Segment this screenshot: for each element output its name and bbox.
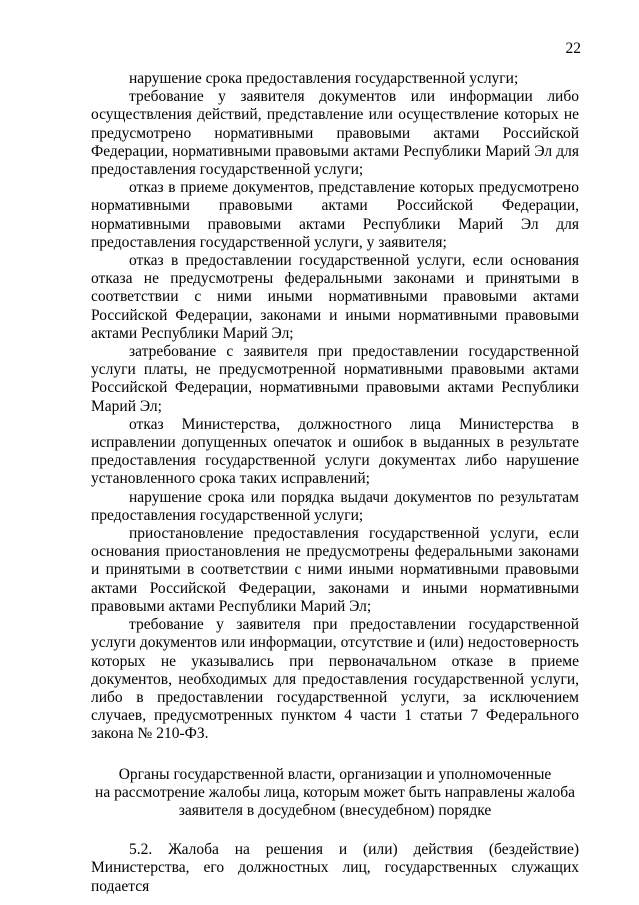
paragraph-complaint-5-2: 5.2. Жалоба на решения и (или) действия (бездействие) Министерства, его должностных лиц, государственных служащих подается <box>91 841 579 895</box>
document-body <box>91 70 579 896</box>
heading-line-3: заявителя в досудебном (внесудебном) порядке <box>178 801 492 819</box>
paragraph-violation-deadline: нарушение срока предоставления государственной услуги; <box>129 70 519 87</box>
paragraph-issue-violation: нарушение срока или порядка выдачи документов по результатам предоставления государственной услуги; <box>91 488 579 524</box>
paragraph-fee-demand: затребование с заявителя при предоставлении государственной услуги платы, не предусмотренной нормативными правовыми актами Российской Федерации, нормативными правовыми актами Республики Марий Эл; <box>91 343 579 415</box>
paragraph-info-demand: требование у заявителя при предоставлении государственной услуги документов или информации, отсутствие и (или) недостоверность которых не указывались при первоначальном отказе в приеме документов, необходимых для предоставления государственной услуги, либо в предоставлении государственной услуги, за исключением случаев, предусмотренных пунктом 4 части 1 статьи 7 Федерального закона № 210-ФЗ. <box>91 616 579 743</box>
page-number: 22 <box>565 40 581 57</box>
paragraph-correction-refusal: отказ Министерства, должностного лица Министерства в исправлении допущенных опечаток и ошибок в выданных в результате предоставления государственной услуги документах либо нарушение установленного срока таких исправлений; <box>91 415 579 488</box>
paragraph-extra-documents: требование у заявителя документов или информации либо осуществления действий, представление или осуществление которых не предусмотрено нормативными правовыми актами Российской Федерации, нормативными правовыми актами Республики Марий Эл для предоставления государственной услуги; <box>91 88 579 179</box>
paragraph-suspension: приостановление предоставления государственной услуги, если основания приостановления не предусмотрены федеральными законами и принятыми в соответствии с ними иными нормативными правовыми актами Российской Федерации, законами и иными нормативными правовыми актами Республики Марий Эл; <box>91 525 579 615</box>
paragraph-refusal-acceptance: отказ в приеме документов, представление которых предусмотрено нормативными правовыми актами Российской Федерации, нормативными правовыми актами Республики Марий Эл для предоставления государственной услуги, у заявителя; <box>91 179 579 251</box>
heading-line-2: на рассмотрение жалобы лица, которым может быть направлены жалоба <box>95 783 575 801</box>
section-heading <box>91 766 579 821</box>
paragraph-refusal-service: отказ в предоставлении государственной услуги, если основания отказа не предусмотрены федеральными законами и принятыми в соответствии с ними иными нормативными правовыми актами Российской Федерации, законами и иными нормативными правовыми актами Республики Марий Эл; <box>91 252 579 342</box>
heading-line-1: Органы государственной власти, организации и уполномоченные <box>118 765 552 783</box>
